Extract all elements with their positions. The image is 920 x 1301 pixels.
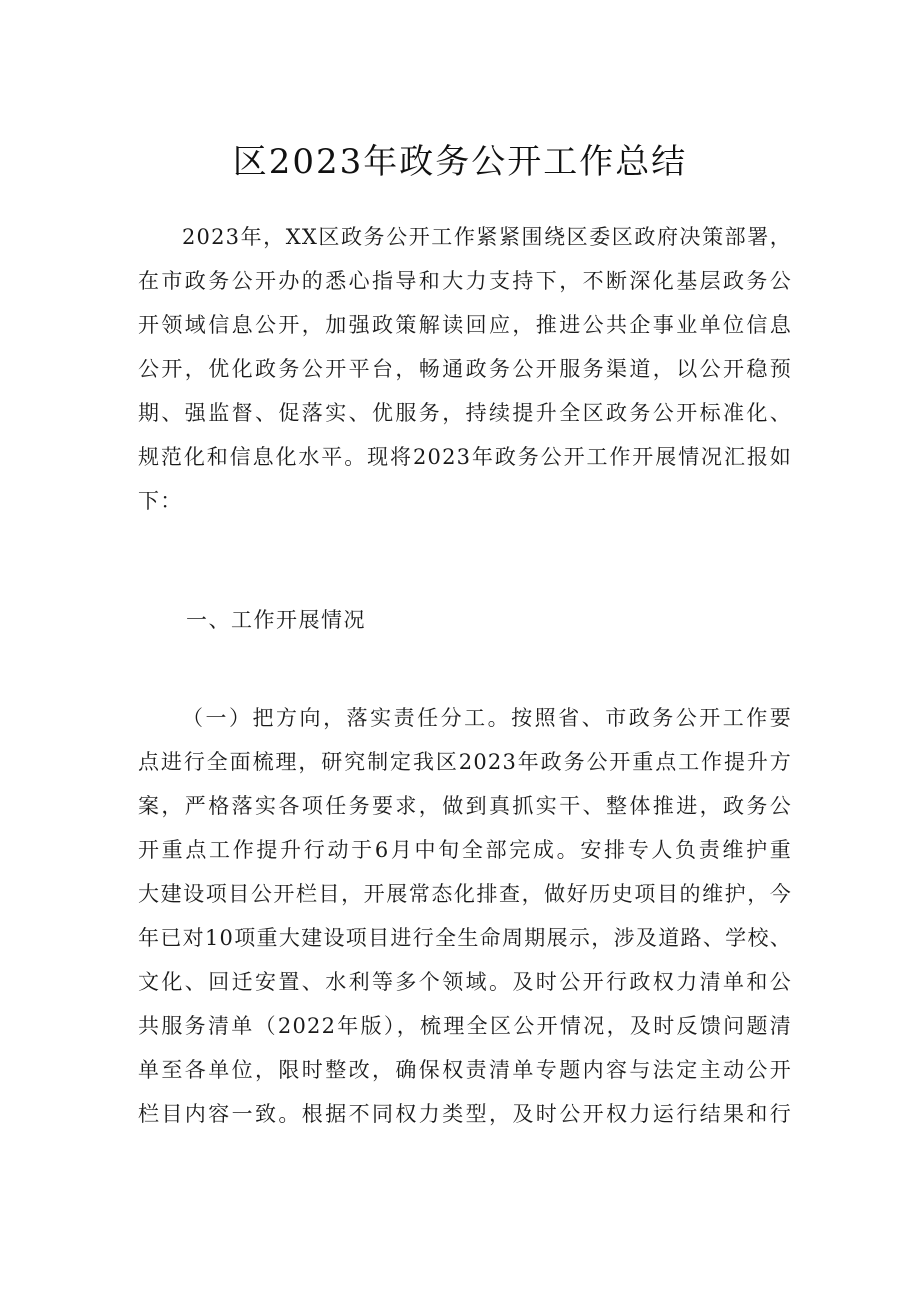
section1-line: 栏目内容一致。根据不同权力类型，及时公开权力运行结果和行 (138, 1102, 792, 1126)
section1-line: 文化、回迁安置、水利等多个领域。及时公开行政权力清单和公 (138, 970, 792, 994)
intro-line: 规范化和信息化水平。现将2023年政务公开工作开展情况汇报如 (138, 445, 792, 469)
section-heading: 一、工作开展情况 (186, 608, 366, 632)
intro-line: 开领域信息公开，加强政策解读回应，推进公共企事业单位信息 (138, 313, 792, 337)
section1-line: 年已对10项重大建设项目进行全生命周期展示，涉及道路、学校、 (138, 926, 792, 950)
intro-line: 期、强监督、促落实、优服务，持续提升全区政务公开标准化、 (138, 401, 792, 425)
section1-line: 大建设项目公开栏目，开展常态化排查，做好历史项目的维护，今 (138, 882, 792, 906)
section1-line: （一）把方向，落实责任分工。按照省、市政务公开工作要 (182, 706, 792, 730)
intro-line: 在市政务公开办的悉心指导和大力支持下，不断深化基层政务公 (138, 269, 792, 293)
section1-line: 案，严格落实各项任务要求，做到真抓实干、整体推进，政务公 (138, 794, 792, 818)
section1-line: 共服务清单（2022年版），梳理全区公开情况，及时反馈问题清 (138, 1014, 792, 1038)
intro-line: 下： (138, 489, 183, 513)
intro-line: 公开，优化政务公开平台，畅通政务公开服务渠道，以公开稳预 (138, 357, 792, 381)
section1-line: 开重点工作提升行动于6月中旬全部完成。安排专人负责维护重 (138, 838, 792, 862)
intro-line: 2023年，XX区政务公开工作紧紧围绕区委区政府决策部署， (182, 225, 792, 249)
section1-line: 点进行全面梳理，研究制定我区2023年政务公开重点工作提升方 (138, 750, 792, 774)
section1-line: 单至各单位，限时整改，确保权责清单专题内容与法定主动公开 (138, 1058, 792, 1082)
document-title: 区2023年政务公开工作总结 (232, 142, 688, 182)
